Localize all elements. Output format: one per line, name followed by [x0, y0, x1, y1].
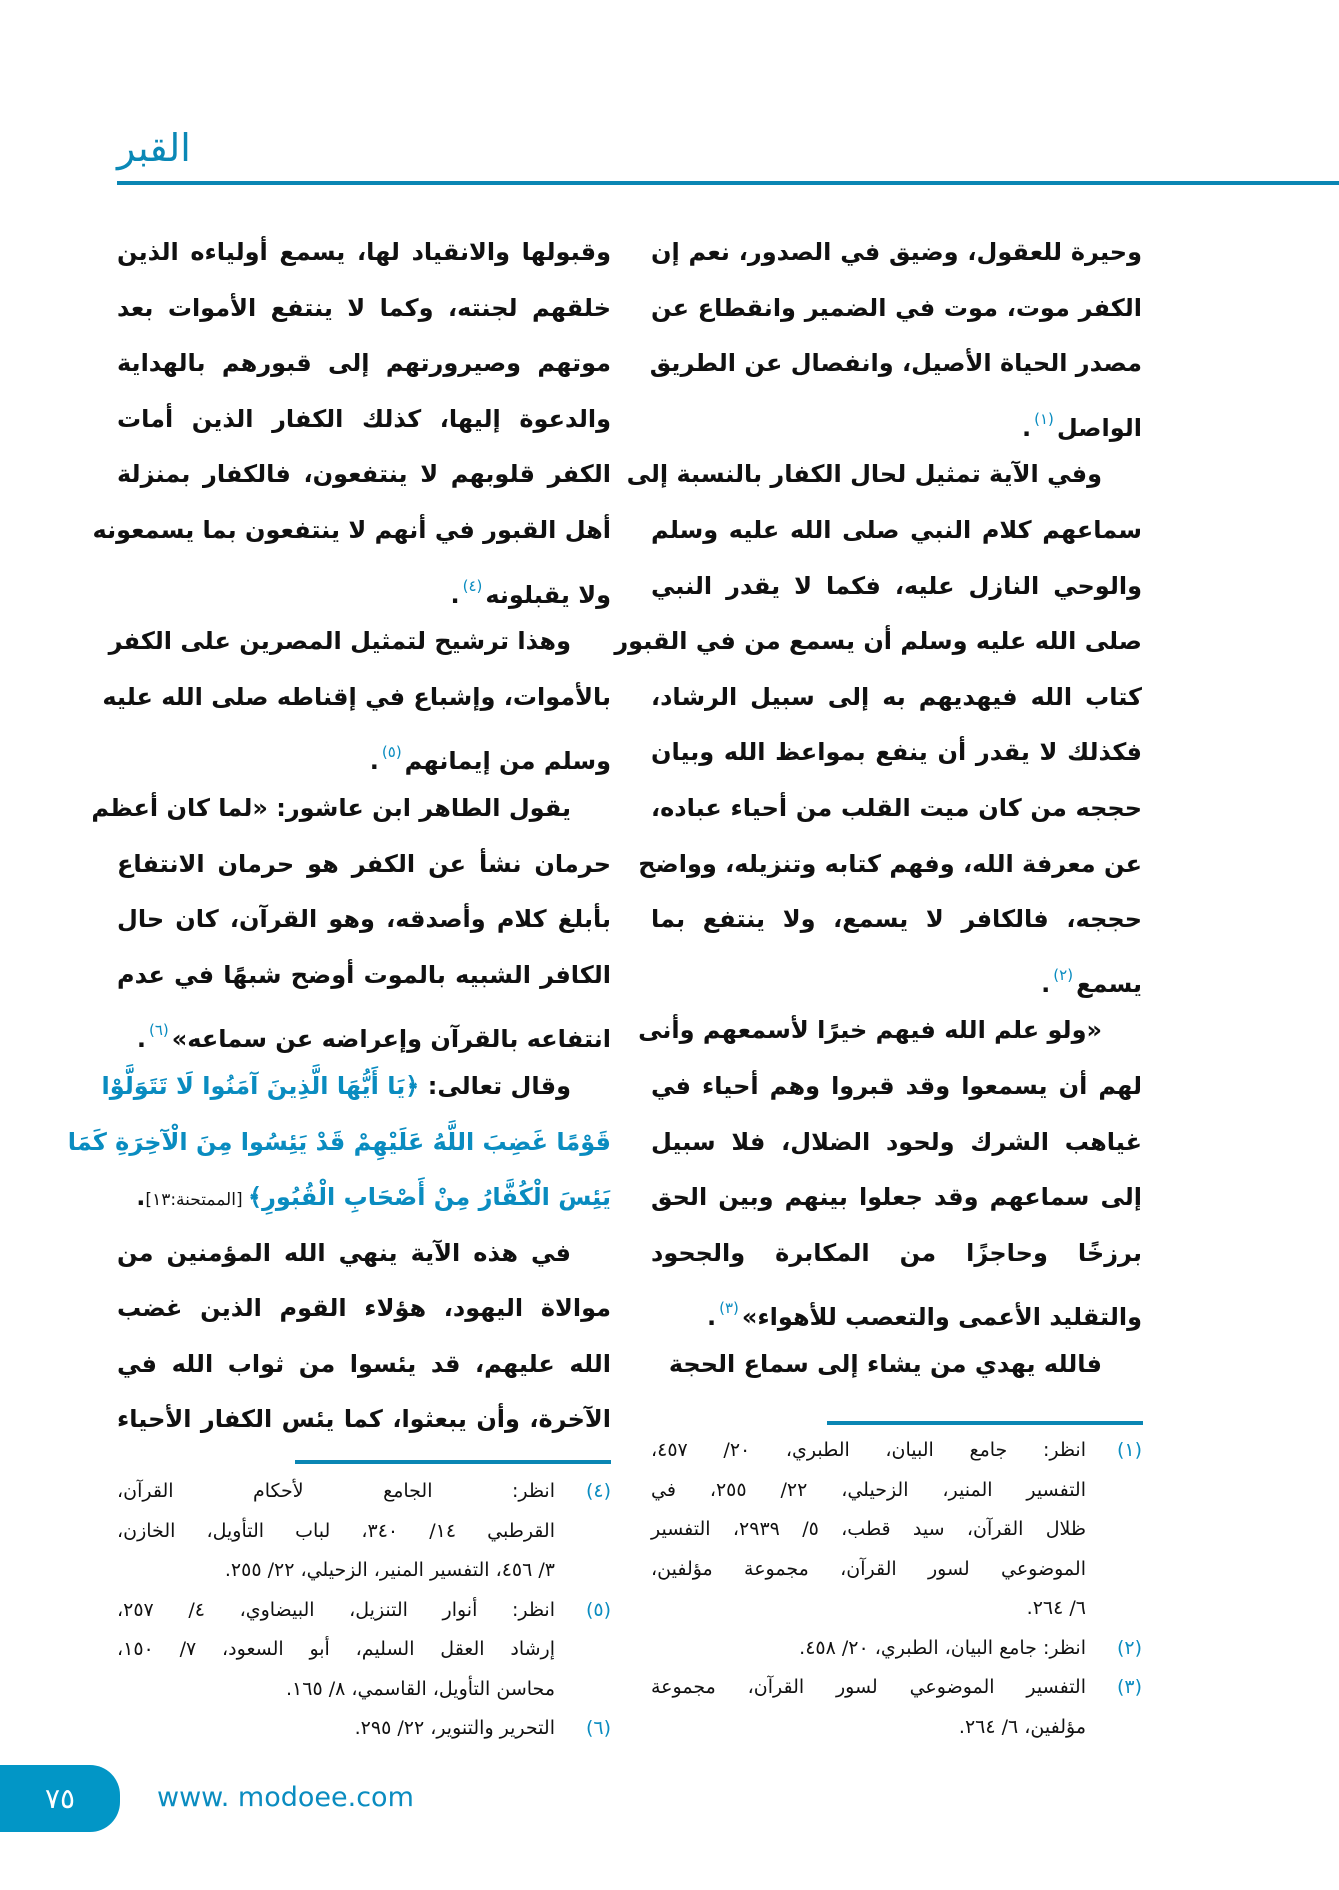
- footnotes-left: [117, 1472, 611, 1749]
- text-line: [101, 1059, 611, 1115]
- right-text-column: [614, 225, 1142, 1392]
- text-segment: الآخرة، وأن يبعثوا، كما يئس الكفار الأحياء: [117, 1405, 611, 1434]
- footnotes-right: [651, 1431, 1142, 1747]
- footnote-reference[interactable]: (٥): [381, 743, 402, 762]
- text-line: [117, 948, 611, 1004]
- text-segment: برزخًا وحاجزًا من المكابرة والجحود: [651, 1238, 1142, 1267]
- text-segment: سماعهم كلام النبي صلى الله عليه وسلم: [651, 515, 1142, 544]
- text-segment: لهم أن يسمعوا وقد قبروا وهم أحياء في: [651, 1071, 1142, 1100]
- footnote-text: محاسن التأويل، القاسمي، ٨/ ١٦٥.: [286, 1677, 555, 1700]
- footnote-line: [651, 1629, 1142, 1669]
- footnote-number: (١): [1116, 1439, 1142, 1461]
- footnote-reference[interactable]: (١): [1034, 409, 1054, 428]
- text-line: [651, 503, 1142, 559]
- footnote-text: التفسير الموضوعي لسور القرآن، مجموعة: [651, 1676, 1086, 1698]
- text-line: [614, 614, 1142, 670]
- left-text-column: [67, 225, 611, 1448]
- footnote-number: (٣): [1116, 1676, 1142, 1698]
- footnote-line: [117, 1630, 611, 1670]
- text-segment: .: [369, 747, 379, 776]
- footnote-line: [651, 1510, 1142, 1550]
- footnote-text: التحرير والتنوير، ٢٢/ ٢٩٥.: [354, 1717, 555, 1739]
- text-line: [102, 670, 611, 726]
- footnote-text: مؤلفين، ٦/ ٢٦٤.: [958, 1715, 1086, 1738]
- text-line: [117, 725, 611, 781]
- footnote-text: ٣/ ٤٥٦، التفسير المنير، الزحيلي، ٢٢/ ٢٥٥.: [224, 1559, 555, 1581]
- text-line: [117, 1392, 611, 1448]
- text-segment: كتاب الله فيهديهم به إلى سبيل الرشاد،: [651, 682, 1142, 711]
- text-segment: .: [1041, 969, 1051, 998]
- footnote-text: انظر: أنوار التنزيل، البيضاوي، ٤/ ٢٥٧،: [117, 1598, 555, 1621]
- footnote-reference[interactable]: (٤): [462, 576, 483, 595]
- header-divider: [117, 181, 1339, 185]
- text-line: [117, 892, 611, 948]
- text-segment: «ولو علم الله فيهم خيرًا لأسمعهم وأنى: [638, 1016, 1102, 1045]
- footnote-number: (٥): [585, 1598, 611, 1621]
- footnote-text: انظر: جامع البيان، الطبري، ٢٠/ ٤٥٨.: [799, 1636, 1086, 1659]
- text-line: [117, 559, 611, 615]
- footnote-reference[interactable]: (٢): [1053, 965, 1074, 984]
- text-line: [651, 1059, 1142, 1115]
- text-segment: الواصل: [1056, 413, 1142, 442]
- footnote-text: انظر: جامع البيان، الطبري، ٢٠/ ٤٥٧،: [651, 1439, 1086, 1461]
- text-line: [117, 1170, 611, 1226]
- quran-verse: قَوْمًا غَضِبَ اللَّهُ عَلَيْهِمْ قَدْ يَئِسُوا مِنَ الْآخِرَةِ كَمَا: [67, 1127, 611, 1156]
- text-segment: مصدر الحياة الأصيل، وانفصال عن الطريق: [649, 349, 1142, 378]
- text-segment: والوحي النازل عليه، فكما لا يقدر النبي: [651, 571, 1142, 600]
- text-segment: والدعوة إليها، كذلك الكفار الذين أمات: [117, 404, 611, 433]
- text-line: [651, 336, 1142, 392]
- footnote-line: [651, 1589, 1142, 1629]
- text-line: [117, 1281, 611, 1337]
- quran-verse: ﴿يَا أَيُّهَا الَّذِينَ آمَنُوا لَا تَتَوَلَّوْا: [101, 1071, 420, 1100]
- text-segment: والتقليد الأعمى والتعصب للأهواء»: [741, 1303, 1142, 1332]
- text-segment: .: [136, 1183, 146, 1212]
- text-line: [651, 1115, 1142, 1171]
- text-line: [651, 1170, 1142, 1226]
- text-segment: أهل القبور في أنهم لا ينتفعون بما يسمعونه: [92, 515, 611, 544]
- text-segment: صلى الله عليه وسلم أن يسمع من في القبور: [614, 627, 1142, 656]
- footnote-line: [651, 1471, 1142, 1511]
- text-segment: فالله يهدي من يشاء إلى سماع الحجة: [668, 1349, 1102, 1378]
- text-line: [651, 1337, 1142, 1393]
- text-segment: الكفر قلوبهم لا ينتفعون، فالكفار بمنزلة: [117, 460, 611, 489]
- text-line: [92, 503, 611, 559]
- text-segment: انتفاعه بالقرآن وإعراضه عن سماعه»: [171, 1025, 611, 1054]
- text-segment: يسمع: [1076, 969, 1142, 998]
- text-segment: موالاة اليهود، هؤلاء القوم الذين غضب: [117, 1294, 611, 1323]
- text-line: [117, 336, 611, 392]
- text-segment: الكفر موت، موت في الضمير وانقطاع عن: [651, 293, 1142, 322]
- footnote-text: إرشاد العقل السليم، أبو السعود، ٧/ ١٥٠،: [117, 1638, 555, 1660]
- footnote-line: [651, 1431, 1142, 1471]
- footnote-text: القرطبي ١٤/ ٣٤٠، لباب التأويل، الخازن،: [117, 1519, 555, 1542]
- footnote-line: [117, 1551, 611, 1591]
- text-line: [651, 781, 1142, 837]
- text-segment: الله عليهم، قد يئسوا من ثواب الله في: [117, 1349, 611, 1378]
- text-segment: وقال تعالى:: [419, 1071, 571, 1100]
- text-segment: وفي الآية تمثيل لحال الكفار بالنسبة إلى: [626, 460, 1102, 489]
- footnote-reference[interactable]: (٣): [719, 1299, 739, 1318]
- text-segment: .: [136, 1025, 146, 1054]
- page-number: ٧٥: [0, 1765, 120, 1832]
- text-line: [651, 1281, 1142, 1337]
- text-line: [117, 281, 611, 337]
- website-link[interactable]: www. modoee.com: [157, 1782, 414, 1813]
- text-line: [651, 1226, 1142, 1282]
- chapter-title: القبر: [117, 126, 191, 170]
- text-segment: فكذلك لا يقدر أن ينفع بمواعظ الله وبيان: [651, 738, 1142, 767]
- text-segment: وسلم من إيمانهم: [404, 747, 611, 776]
- footnote-number: (٤): [585, 1480, 611, 1502]
- text-segment: حججه من كان ميت القلب من أحياء عباده،: [651, 793, 1142, 822]
- text-line: [638, 837, 1142, 893]
- text-segment: وقبولها والانقياد لها، يسمع أولياءه الذين: [117, 238, 611, 266]
- text-segment: .: [1021, 413, 1032, 442]
- text-line: [117, 1226, 611, 1282]
- text-line: [651, 948, 1142, 1004]
- text-segment: .: [450, 580, 460, 609]
- footnote-line: [117, 1709, 611, 1749]
- text-line: [108, 614, 611, 670]
- footnote-text: انظر: الجامع لأحكام القرآن،: [117, 1480, 555, 1502]
- text-line: [91, 781, 611, 837]
- footnote-number: (٢): [1116, 1636, 1142, 1659]
- footnote-text: ٦/ ٢٦٤.: [1026, 1597, 1086, 1619]
- quran-verse: يَئِسَ الْكُفَّارُ مِنْ أَصْحَابِ الْقُبُورِ﴾: [248, 1183, 611, 1212]
- text-line: [117, 837, 611, 893]
- text-line: [117, 1337, 611, 1393]
- text-segment: إلى سماعهم وقد جعلوا بينهم وبين الحق: [651, 1183, 1142, 1212]
- text-segment: حرمان نشأ عن الكفر هو حرمان الانتفاع: [117, 849, 611, 878]
- text-segment: عن معرفة الله، وفهم كتابه وتنزيله، وواضح: [638, 849, 1142, 878]
- text-line: [651, 670, 1142, 726]
- footnote-line: [117, 1591, 611, 1631]
- footnote-line: [117, 1512, 611, 1552]
- text-segment: وحيرة للعقول، وضيق في الصدور، نعم إن: [651, 238, 1142, 266]
- footnote-line: [651, 1668, 1142, 1708]
- text-line: [67, 1115, 611, 1171]
- text-segment: وهذا ترشيح لتمثيل المصرين على الكفر: [108, 627, 571, 656]
- footnote-line: [117, 1670, 611, 1710]
- footnote-text: ظلال القرآن، سيد قطب، ٥/ ٢٩٣٩، التفسير: [651, 1518, 1086, 1540]
- text-line: [638, 1003, 1142, 1059]
- text-segment: غياهب الشرك ولحود الضلال، فلا سبيل: [651, 1127, 1142, 1156]
- text-line: [651, 892, 1142, 948]
- text-line: [117, 1003, 611, 1059]
- text-line: [117, 392, 611, 448]
- footnote-line: [651, 1550, 1142, 1590]
- text-segment: في هذه الآية ينهي الله المؤمنين من: [117, 1238, 571, 1267]
- text-segment: حججه، فالكافر لا يسمع، ولا ينتفع بما: [651, 905, 1142, 934]
- text-segment: الكافر الشبيه بالموت أوضح شبهًا في عدم: [117, 960, 611, 989]
- footnote-divider-right: [827, 1421, 1143, 1425]
- text-segment: خلقهم لجنته، وكما لا ينتفع الأموات بعد: [117, 293, 611, 322]
- verse-source: [الممتحنة:١٣]: [145, 1190, 248, 1211]
- text-segment: موتهم وصيرورتهم إلى قبورهم بالهداية: [117, 349, 611, 378]
- text-segment: ولا يقبلونه: [485, 580, 611, 609]
- footnote-line: [117, 1472, 611, 1512]
- text-segment: بأبلغ كلام وأصدقه، وهو القرآن، كان حال: [117, 905, 611, 934]
- text-line: [651, 225, 1142, 281]
- text-line: [651, 725, 1142, 781]
- text-segment: يقول الطاهر ابن عاشور: «لما كان أعظم: [91, 793, 571, 822]
- text-line: [117, 447, 611, 503]
- footnote-line: [651, 1708, 1142, 1748]
- footnote-text: الموضوعي لسور القرآن، مجموعة مؤلفين،: [651, 1557, 1086, 1580]
- text-segment: .: [707, 1303, 717, 1332]
- footnote-divider-left: [295, 1460, 611, 1464]
- footnote-text: التفسير المنير، الزحيلي، ٢٢/ ٢٥٥، في: [651, 1478, 1087, 1501]
- footnote-reference[interactable]: (٦): [148, 1021, 169, 1040]
- footnote-number: (٦): [585, 1717, 611, 1739]
- text-segment: بالأموات، وإشباع في إقناطه صلى الله عليه: [102, 682, 611, 711]
- text-line: [651, 281, 1142, 337]
- text-line: [651, 392, 1142, 448]
- text-line: [117, 225, 611, 281]
- text-line: [651, 559, 1142, 615]
- text-line: [626, 447, 1142, 503]
